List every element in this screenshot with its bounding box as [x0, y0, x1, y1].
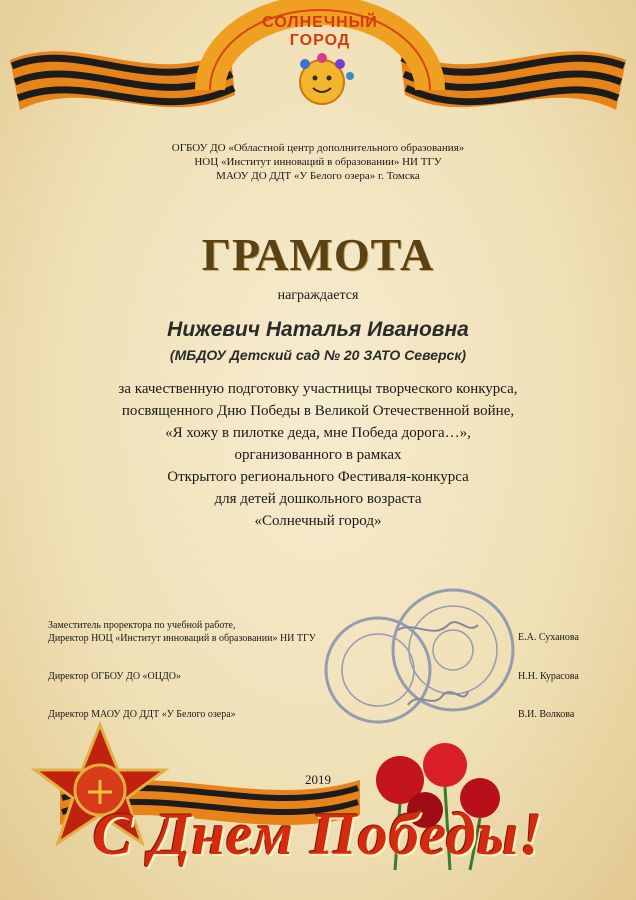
signature-position: Заместитель проректора по учебной работе, Директор НОЦ «Институт инноваций в образовании» НИ ТГУ [48, 620, 316, 644]
certificate-title: ГРАМОТА [201, 229, 435, 280]
signature-name: Н.Н. Курасова [518, 671, 579, 682]
description-line: посвященного Дню Победы в Великой Отечественной войне, [121, 403, 515, 419]
description-line: «Я хожу в пилотке деда, мне Победа дорога…», [165, 425, 471, 441]
signature-name: В.И. Волкова [518, 709, 575, 720]
victory-day-banner: С Днем Победы! [92, 801, 544, 867]
organization-line: ОГБОУ ДО «Областной центр дополнительного образования» [171, 142, 465, 154]
description-line: Открытого регионального Фестиваля-конкурса [167, 469, 469, 485]
organization-list [0, 141, 636, 183]
signature-position: Директор ОГБОУ ДО «ОЦДО» [48, 671, 182, 682]
description-line: для детей дошкольного возраста [214, 491, 422, 507]
logo-text: СОЛНЕЧНЫЙ ГОРОД [262, 14, 378, 49]
award-description [0, 378, 636, 532]
description-line: организованного в рамках [234, 447, 402, 463]
awarded-label: награждается [277, 288, 359, 303]
recipient-institution: (МБДОУ Детский сад № 20 ЗАТО Северск) [169, 347, 467, 363]
recipient-name: Нижевич Наталья Ивановна [167, 318, 469, 341]
signature-position: Директор МАОУ ДО ДДТ «У Белого озера» [48, 709, 236, 720]
signature-name: Е.А. Суханова [518, 632, 579, 643]
organization-line: НОЦ «Институт инноваций в образовании» НИ ТГУ [194, 156, 442, 168]
description-line: за качественную подготовку участницы творческого конкурса, [118, 381, 518, 397]
year: 2019 [305, 772, 331, 787]
description-line: «Солнечный город» [254, 513, 382, 529]
organization-line: МАОУ ДО ДДТ «У Белого озера» г. Томска [216, 170, 420, 182]
